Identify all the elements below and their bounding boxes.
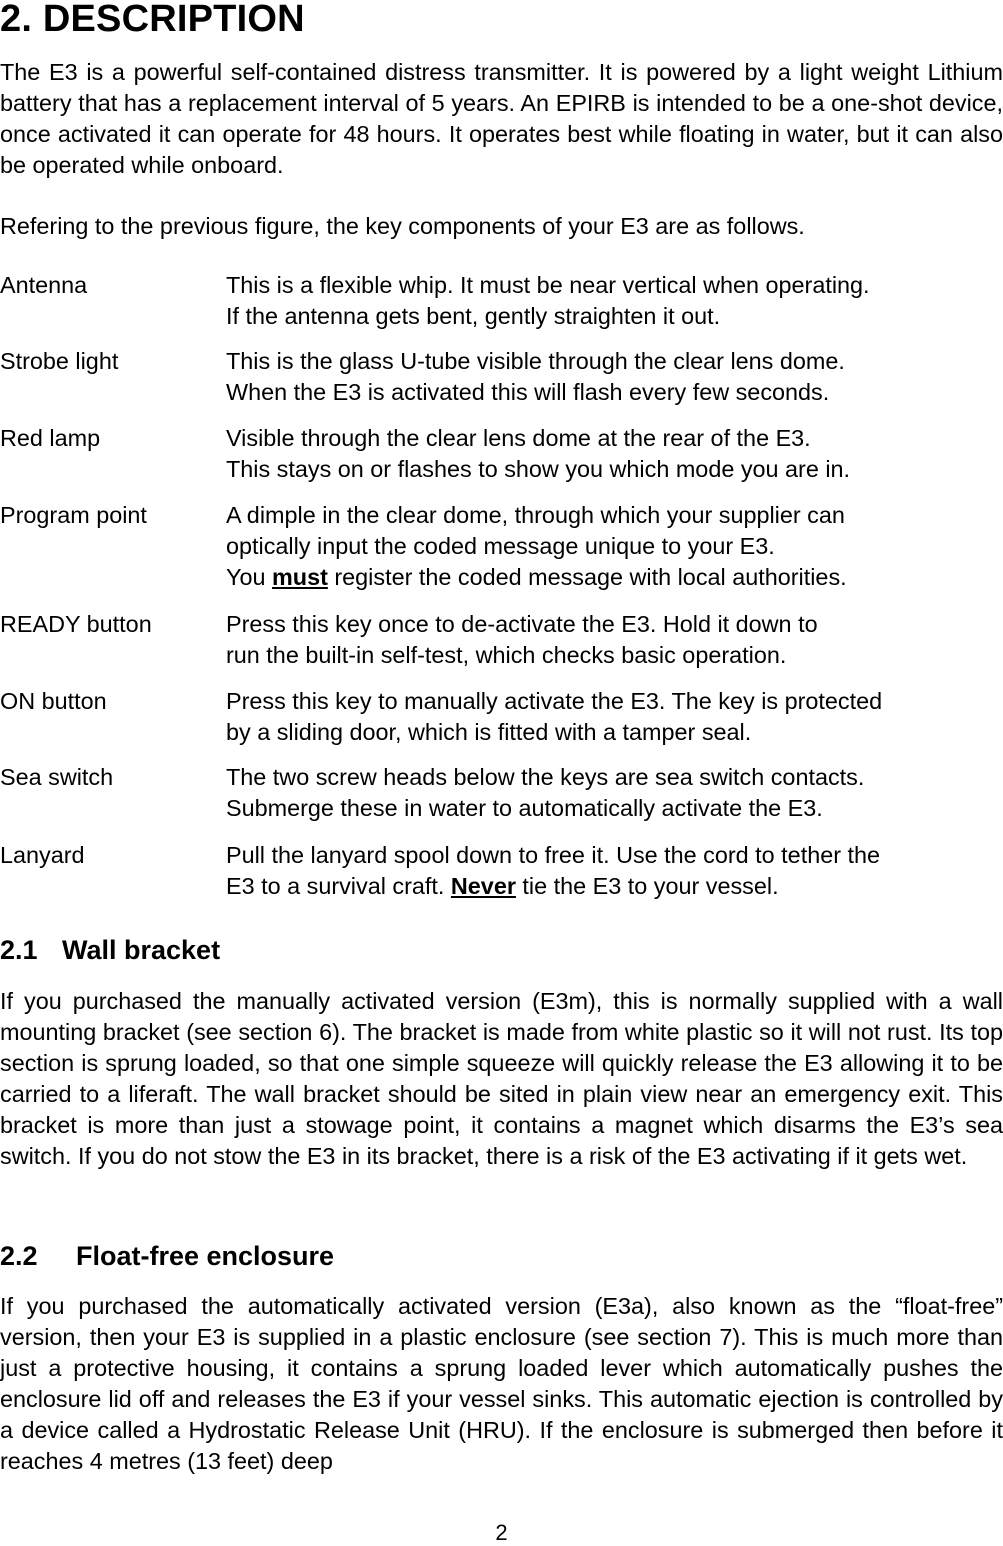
wall-bracket-paragraph: If you purchased the manually activated version (E3m), this is normally supplied with a wall mounting bracket (see section 6). The bracket is made from white plastic so it will not rust. Its top section is sprung loaded, so that one simple squeeze will quickly release the E3 allowing it to be carried to a liferaft. The wall bracket should be sited in plain view near an emergency exit. This bracket is more than just a stowage point, it contains a magnet which disarms the E3’s sea switch. If you do not stow the E3 in its bracket, there is a risk of the E3 activating if it gets wet. bbox=[0, 988, 1003, 1169]
component-description bbox=[226, 686, 882, 748]
text-run: tie the E3 to your vessel. bbox=[515, 873, 779, 899]
text-run: You bbox=[226, 564, 272, 590]
subsection-number: 2.1 bbox=[0, 935, 38, 965]
subsection-title: Wall bracket bbox=[62, 935, 221, 965]
component-description bbox=[226, 609, 818, 671]
description-line: Pull the lanyard spool down to free it. Use the cord to tether the bbox=[226, 842, 881, 868]
subsection-title: Float-free enclosure bbox=[76, 1241, 335, 1271]
components-intro: Refering to the previous figure, the key components of your E3 are as follows. bbox=[0, 213, 805, 239]
component-description bbox=[226, 346, 845, 408]
page-number: 2 bbox=[495, 1520, 508, 1545]
emphasis-must: must bbox=[271, 564, 328, 590]
component-term: Sea switch bbox=[0, 764, 114, 790]
component-term: Lanyard bbox=[0, 842, 85, 868]
subsection-heading bbox=[0, 934, 220, 966]
description-line: Press this key to manually activate the E3. The key is protected bbox=[226, 688, 883, 714]
component-term: Antenna bbox=[0, 272, 88, 298]
subsection-heading bbox=[0, 1240, 334, 1272]
description-line: run the built-in self-test, which checks basic operation. bbox=[226, 642, 787, 668]
component-description bbox=[226, 500, 847, 593]
description-line: This is a flexible whip. It must be near vertical when operating. bbox=[226, 272, 870, 298]
description-line: Visible through the clear lens dome at the rear of the E3. bbox=[226, 425, 811, 451]
component-term: ON button bbox=[0, 688, 107, 714]
float-free-paragraph: If you purchased the automatically activated version (E3a), also known as the “float-free” version, then your E3 is supplied in a plastic enclosure (see section 7). This is much more than just a protective housing, it contains a sprung loaded lever which automatically pushes the enclosure lid off and releases the E3 if your vessel sinks. This automatic ejection is controlled by a device called a Hydrostatic Release Unit (HRU). If the enclosure is submerged then before it reaches 4 metres (13 feet) deep bbox=[0, 1293, 1003, 1474]
description-line: This is the glass U-tube visible through the clear lens dome. bbox=[226, 348, 845, 374]
description-line: Submerge these in water to automatically activate the E3. bbox=[226, 795, 823, 821]
component-description bbox=[226, 762, 864, 824]
emphasis-never: Never bbox=[450, 873, 516, 899]
section-title: 2. DESCRIPTION bbox=[0, 0, 305, 40]
subsection-number: 2.2 bbox=[0, 1241, 38, 1271]
description-line: optically input the coded message unique to your E3. bbox=[226, 533, 775, 559]
description-line: When the E3 is activated this will flash every few seconds. bbox=[226, 379, 830, 405]
component-description bbox=[226, 423, 850, 485]
component-description bbox=[226, 270, 870, 332]
intro-paragraph: The E3 is a powerful self-contained distress transmitter. It is powered by a light weight Lithium battery that has a replacement interval of 5 years. An EPIRB is intended to be a one-shot device, once activated it can operate for 48 hours. It operates best while floating in water, but it can also be operated while onboard. bbox=[0, 59, 1003, 178]
component-term: Program point bbox=[0, 502, 147, 528]
description-line: If the antenna gets bent, gently straighten it out. bbox=[226, 303, 721, 329]
description-line: by a sliding door, which is fitted with a tamper seal. bbox=[226, 719, 752, 745]
component-description bbox=[226, 840, 880, 902]
component-term: Red lamp bbox=[0, 425, 101, 451]
description-line: The two screw heads below the keys are sea switch contacts. bbox=[226, 764, 865, 790]
text-run: register the coded message with local authorities. bbox=[327, 564, 847, 590]
description-line: This stays on or flashes to show you which mode you are in. bbox=[226, 456, 851, 482]
description-line bbox=[226, 562, 847, 593]
text-run: E3 to a survival craft. bbox=[226, 873, 451, 899]
description-line bbox=[226, 871, 880, 902]
description-line: Press this key once to de-activate the E3. Hold it down to bbox=[226, 611, 818, 637]
component-term: Strobe light bbox=[0, 348, 119, 374]
component-term: READY button bbox=[0, 611, 152, 637]
description-line: A dimple in the clear dome, through which your supplier can bbox=[226, 502, 845, 528]
